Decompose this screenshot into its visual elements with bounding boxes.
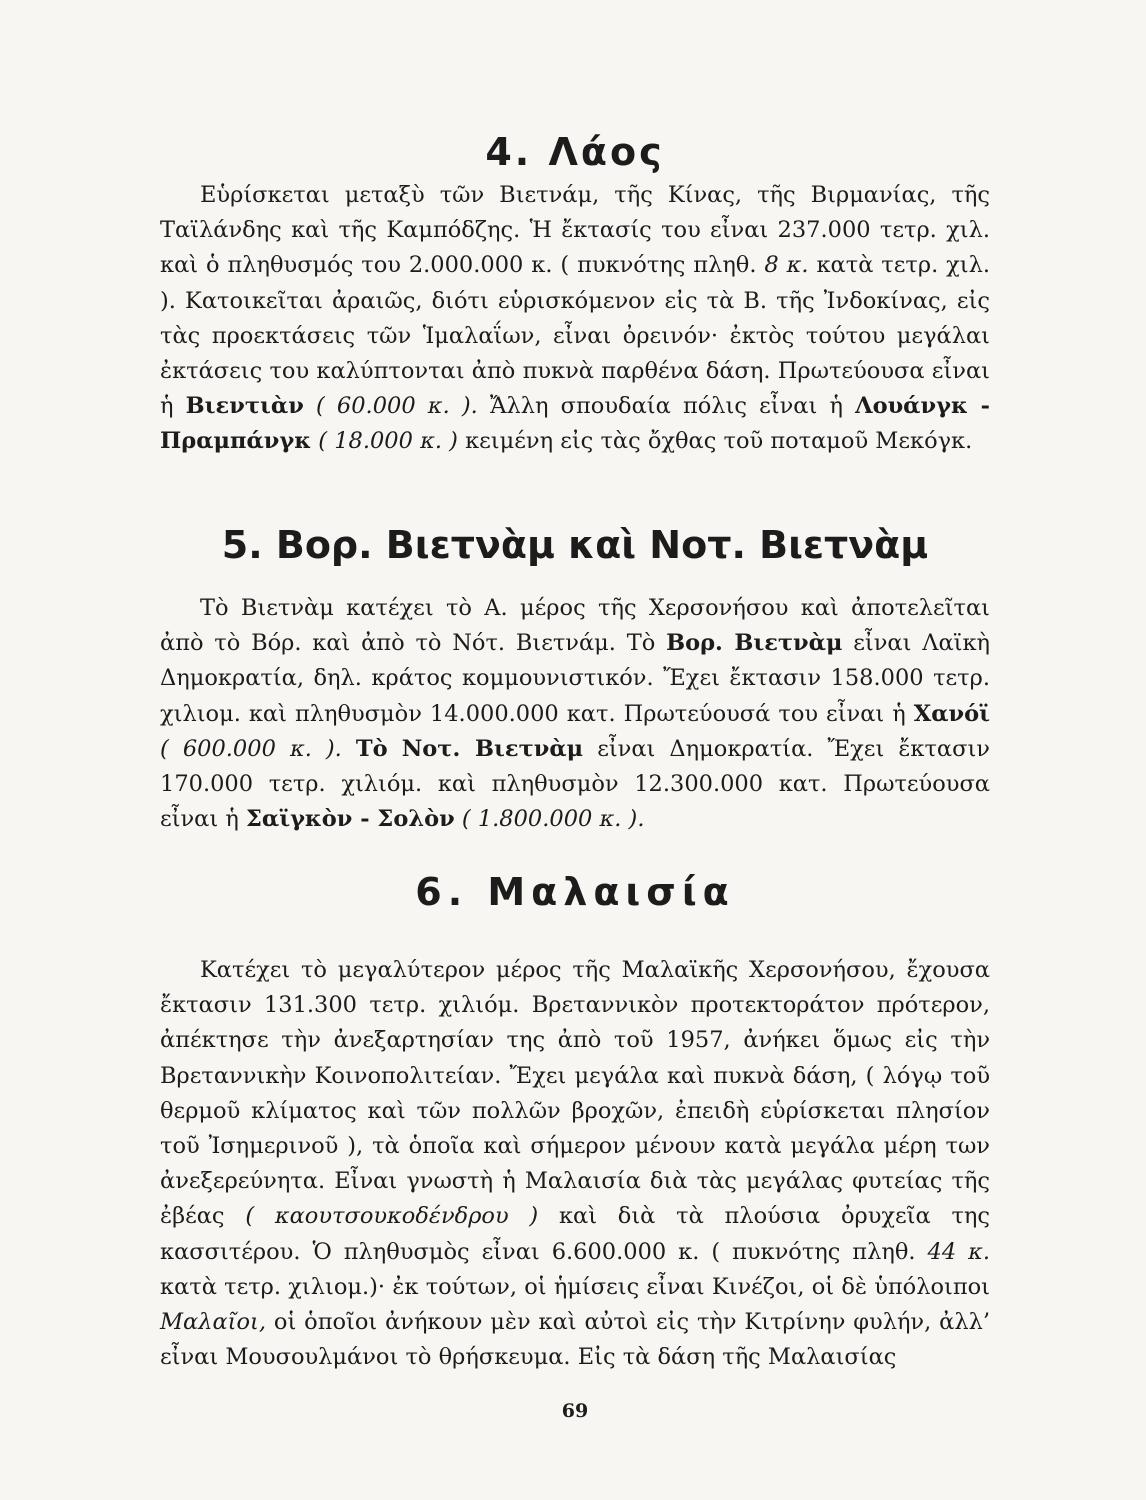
malaysia-density: 44 κ. [927, 1238, 991, 1265]
laos-text-2: κατὰ τετρ. χιλ. ). Κατοικεῖται ἀραιῶς, διότι εὑρισκόμενον εἰς τὰ Β. τῆς Ἰνδοκίνας, εἰς τὰς προεκτάσεις τῶν Ἱμαλαΐων, εἶναι ὀρεινόν· ἐκτὸς τούτου μεγάλαι ἐκτάσεις του καλύπτονται ἀπὸ πυκνὰ παρθένα δάση. Πρωτεύουσα εἶναι ἡ [160, 252, 991, 420]
paragraph-vietnam [160, 591, 990, 837]
malaysia-text-4: οἱ ὁποῖοι ἀνήκουν μὲν καὶ αὐτοὶ εἰς τὴν Κιτρίνην φυλήν, ἀλλ’ εἶναι Μουσουλμάνοι τὸ θρήσκευμα. Εἰς τὰ δάση τῆς Μαλαισίας [160, 1309, 991, 1371]
vietnam-text-3: Τὸ [355, 735, 388, 762]
malaysia-text-1: Κατέχει τὸ μεγαλύτερον μέρος τῆς Μαλαϊκῆς Χερσονήσου, ἔχουσα ἔκτασιν 131.300 τετρ. χιλιόμ. Βρεταννικὸν προτεκτοράτον πρότερον, ἀπέκτησε τὴν ἀνεξαρτησίαν της ἀπὸ τοῦ 1957, ἀνήκει ὅμως εἰς τὴν Βρεταννικὴν Κοινοπολιτείαν. Ἔχει μεγάλα καὶ πυκνὰ δάση, ( λόγῳ τοῦ θερμοῦ κλίματος καὶ τῶν πολλῶν βροχῶν, ἐπειδὴ εὑρίσκεται πλησίον τοῦ Ἰσημερινοῦ ), τὰ ὁποῖα καὶ σήμερον μένουν κατὰ μεγάλα μέρη των ἀνεξερεύνητα. Εἶναι γνωστὴ ἡ Μαλαισία διὰ τὰς μεγάλας φυτείας τῆς ἐβέας [160, 957, 990, 1230]
laos-text-4: κειμένη εἰς τὰς ὄχθας τοῦ ποταμοῦ Μεκόγκ. [465, 428, 973, 455]
vietnam-north: Βορ. Βιετνὰμ [666, 630, 843, 657]
malaysia-malays: Μαλαῖοι, [160, 1309, 267, 1336]
laos-density: 8 κ. [764, 252, 809, 279]
laos-city2: Λουάνγκ - Πραμπάνγκ [160, 393, 991, 455]
vietnam-text-1: Τὸ Βιετνὰμ κατέχει τὸ Α. μέρος τῆς Χερσονήσου καὶ ἀποτελεῖται ἀπὸ τὸ Βόρ. καὶ ἀπὸ τὸ Νότ. Βιετνάμ. Τὸ [160, 595, 990, 657]
vietnam-north-capital-pop: ( 600.000 κ. ). [160, 735, 342, 762]
laos-text-3: Ἄλλη σπουδαία πόλις εἶναι ἡ [489, 393, 843, 420]
page-number: 69 [561, 1400, 589, 1422]
malaysia-text-3: κατὰ τετρ. χιλιομ.)· ἐκ τούτων, οἱ ἡμίσεις εἶναι Κινέζοι, οἱ δὲ ὑπόλοιποι [160, 1273, 990, 1300]
section-title-malaysia: 6. Μαλαισία [415, 870, 735, 914]
section-title-laos: 4. Λάος [485, 130, 665, 174]
malaysia-rubber: ( καουτσουκοδένδρου ) [245, 1203, 539, 1230]
section-title-vietnam: 5. Βορ. Βιετνὰμ καὶ Νοτ. Βιετνὰμ [221, 523, 929, 567]
vietnam-south: Νοτ. Βιετνὰμ [401, 735, 584, 762]
vietnam-text-4: εἶναι Δημοκρατία. Ἔχει ἔκτασιν 170.000 τετρ. χιλιόμ. καὶ πληθυσμὸν 12.300.000 κατ. Πρωτεύουσα εἶναι ἡ [160, 735, 990, 833]
laos-city2-pop: ( 18.000 κ. ) [318, 428, 458, 455]
paragraph-laos [160, 178, 990, 460]
vietnam-south-capital: Σαϊγκὸν - Σολὸν [245, 806, 455, 833]
laos-capital-pop: ( 60.000 κ. ). [315, 393, 478, 420]
malaysia-text-2: καὶ διὰ τὰ πλούσια ὀρυχεῖα της κασσιτέρου. Ὁ πληθυσμὸς εἶναι 6.600.000 κ. ( πυκνότης πληθ. [160, 1203, 990, 1265]
laos-text-1: Εὑρίσκεται μεταξὺ τῶν Βιετνάμ, τῆς Κίνας, τῆς Βιρμανίας, τῆς Ταϊλάνδης καὶ τῆς Καμπόδζης. Ἡ ἔκτασίς του εἶναι 237.000 τετρ. χιλ. καὶ ὁ πληθυσμός του 2.000.000 κ. ( πυκνότης πληθ. [160, 182, 990, 279]
book-page [160, 0, 990, 1500]
vietnam-south-capital-pop: ( 1.800.000 κ. ). [461, 806, 645, 833]
paragraph-malaysia [160, 953, 990, 1375]
vietnam-north-capital: Χανόϊ [913, 700, 991, 727]
laos-capital: Βιεντιὰν [185, 393, 304, 420]
vietnam-text-2: εἶναι Λαϊκὴ Δημοκρατία, δηλ. κράτος κομμουνιστικόν. Ἔχει ἔκτασιν 158.000 τετρ. χιλιομ. καὶ πληθυσμὸν 14.000.000 κατ. Πρωτεύουσά του εἶναι ἡ [160, 630, 991, 727]
